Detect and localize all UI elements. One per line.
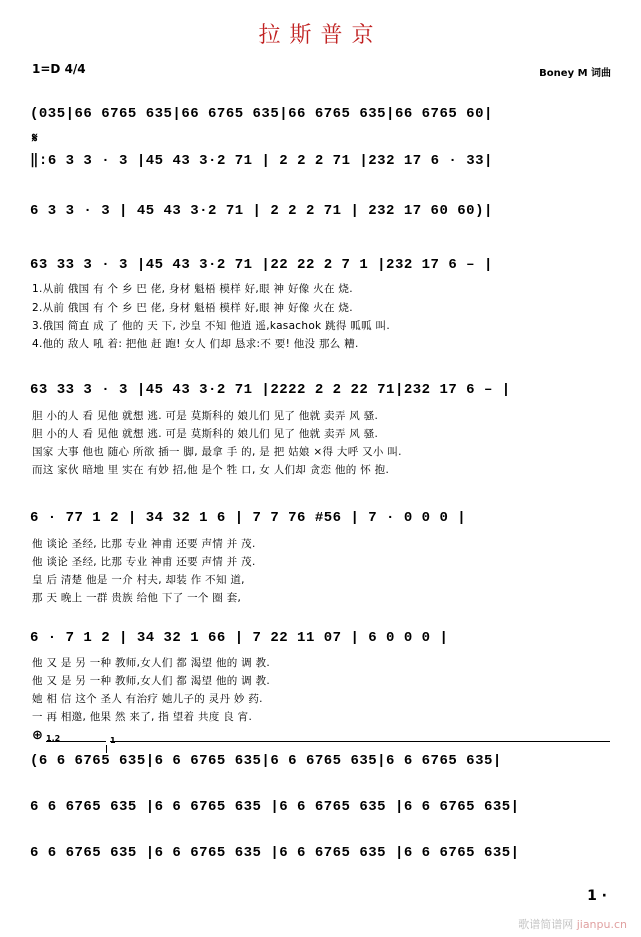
- lyric-row: 他 谈论 圣经, 比那 专业 神甫 还要 声情 并 茂.: [32, 538, 256, 550]
- lyric-row: 4.他的 敌人 吼 着: 把他 赶 跑! 女人 们却 恳求:不 要! 他没 那么 糟.: [32, 338, 359, 350]
- lyric-row: 3.俄国 简直 成 了 他的 天 下, 沙皇 不知 他逍 遥,kasachok 跳得 呱呱 叫.: [32, 320, 390, 332]
- staff-line-7: 6 · 7 1 2 | 34 32 1 66 | 7 22 11 07 | 6 0 0 0 |: [30, 630, 449, 646]
- lyric-row: 国家 大事 他也 随心 所欲 插一 脚, 最拿 手 的, 是 把 姑娘 ×得 大呼 又小 叫.: [32, 446, 402, 458]
- staff-line-3: 6 3 3 · 3 | 45 43 3·2 71 | 2 2 2 71 | 232 17 60 60)|: [30, 203, 493, 219]
- staff-line-1: (035|66 6765 635|66 6765 635|66 6765 635|66 6765 60|: [30, 106, 493, 122]
- volta-label: 1.2: [46, 734, 61, 743]
- segno-icon: 𝄋: [32, 131, 38, 146]
- watermark-url: jianpu.cn: [576, 918, 627, 931]
- staff-line-4: 63 33 3 · 3 |45 43 3·2 71 |22 22 2 7 1 |232 17 6 – |: [30, 257, 493, 273]
- volta-bracket-1: [46, 741, 106, 746]
- coda-icon: ⊕: [32, 728, 43, 743]
- volta-bracket-2: [110, 741, 610, 746]
- time-signature: 4/4: [64, 62, 86, 76]
- lyric-row: 胆 小的人 看 见他 就想 逃. 可是 莫斯科的 娘儿们 见了 他就 卖弄 风 骚.: [32, 410, 379, 422]
- lyric-row: 她 相 信 这个 圣人 有治疗 她儿子的 灵丹 妙 药.: [32, 693, 263, 705]
- lyric-row: 1.从前 俄国 有 个 乡 巴 佬, 身材 魁梧 模样 好,眼 神 好像 火在 烧.: [32, 283, 353, 295]
- volta-tick: [106, 745, 107, 753]
- credit-line: Boney M 词曲: [539, 68, 611, 79]
- staff-line-6: 6 · 77 1 2 | 34 32 1 6 | 7 7 76 #56 | 7 · 0 0 0 |: [30, 510, 467, 526]
- lyric-row: 皇 后 清楚 他是 一介 村夫, 却装 作 不知 道,: [32, 574, 245, 586]
- key-label: 1=D: [32, 62, 61, 76]
- lyric-row: 一 再 相邀, 他果 然 来了, 指 望着 共度 良 宵.: [32, 711, 253, 723]
- key-signature: [32, 62, 86, 76]
- watermark-text: 歌谱简谱网: [518, 918, 574, 931]
- lyric-row: 而这 家伙 暗地 里 实在 有妙 招,他 是个 牲 口, 女 人们却 贪恋 他的 怀 抱.: [32, 464, 390, 476]
- staff-line-10: 6 6 6765 635 |6 6 6765 635 |6 6 6765 635 |6 6 6765 635|: [30, 845, 520, 861]
- volta-label-1: 1: [110, 736, 116, 745]
- lyric-row: 胆 小的人 看 见他 就想 逃. 可是 莫斯科的 娘儿们 见了 他就 卖弄 风 骚.: [32, 428, 379, 440]
- lyric-row: 那 天 晚上 一群 贵族 给他 下了 一个 圈 套,: [32, 592, 242, 604]
- staff-line-2: ‖:6 3 3 · 3 |45 43 3·2 71 | 2 2 2 71 |232 17 6 · 33|: [30, 153, 493, 169]
- lyric-row: 他 又 是 另 一种 教师,女人们 都 渴望 他的 调 教.: [32, 657, 271, 669]
- lyric-row: 他 谈论 圣经, 比那 专业 神甫 还要 声情 并 茂.: [32, 556, 256, 568]
- staff-line-9: 6 6 6765 635 |6 6 6765 635 |6 6 6765 635 |6 6 6765 635|: [30, 799, 520, 815]
- song-title: 拉斯普京: [258, 23, 383, 48]
- lyric-row: 他 又 是 另 一种 教师,女人们 都 渴望 他的 调 教.: [32, 675, 271, 687]
- lyric-row: 2.从前 俄国 有 个 乡 巴 佬, 身材 魁梧 模样 好,眼 神 好像 火在 烧.: [32, 302, 353, 314]
- staff-line-5: 63 33 3 · 3 |45 43 3·2 71 |2222 2 2 22 71|232 17 6 – |: [30, 382, 511, 398]
- watermark: [518, 916, 627, 932]
- page-number: 1 ·: [587, 888, 607, 904]
- staff-line-8: (6 6 6765 635|6 6 6765 635|6 6 6765 635|6 6 6765 635|: [30, 753, 502, 769]
